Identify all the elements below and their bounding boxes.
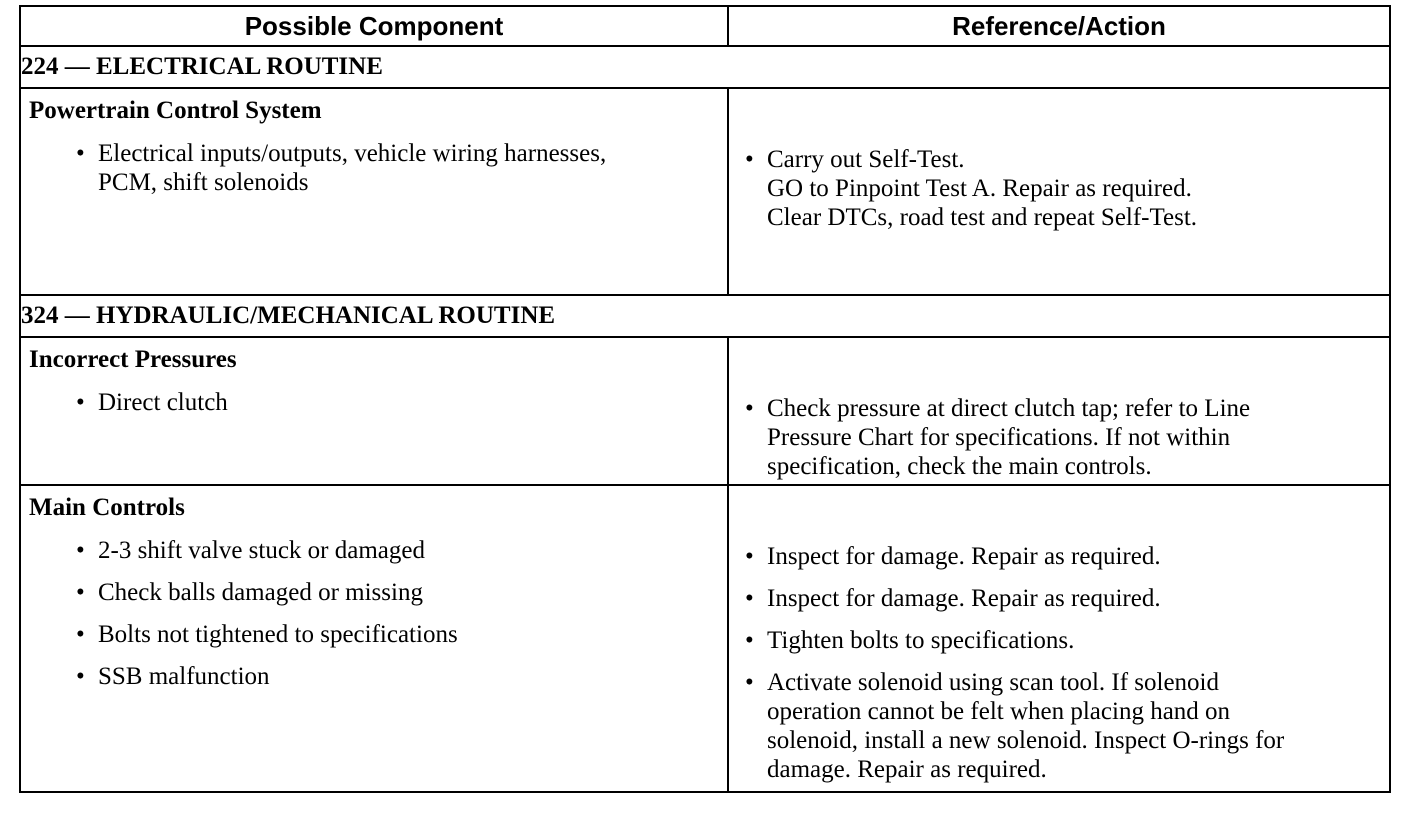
component-item [21,139,727,197]
action-text: GO to Pinpoint Test A. Repair as required. [767,175,1192,202]
component-cell [20,337,728,485]
action-cell [728,485,1390,792]
action-text: damage. Repair as required. [767,756,1047,783]
action-text: Check pressure at direct clutch tap; refer to Line [767,395,1251,422]
component-text: Check balls damaged or missing [98,579,423,606]
bullet-icon: • [76,140,85,167]
action-text: Carry out Self-Test. [767,146,965,173]
action-cell [728,337,1390,485]
group-row [20,88,1390,295]
group-row [20,485,1390,792]
group-title: Powertrain Control System [29,97,322,124]
bullet-icon: • [76,621,85,648]
header-possible-component: Possible Component [20,6,728,46]
action-text: Inspect for damage. Repair as required. [767,543,1161,570]
group-row [20,337,1390,485]
component-item [21,536,727,565]
component-text: 2-3 shift valve stuck or damaged [98,537,425,564]
bullet-icon: • [745,585,754,612]
bullet-icon: • [745,669,754,696]
action-item [729,394,1389,481]
action-item [729,584,1389,613]
bullet-icon: • [745,627,754,654]
action-spacer [729,89,1389,132]
component-text: Electrical inputs/outputs, vehicle wiring harnesses, [98,140,607,167]
action-item [729,145,1389,232]
bullet-icon: • [76,663,85,690]
action-text: Inspect for damage. Repair as required. [767,585,1161,612]
group-title: Main Controls [29,494,185,521]
action-text: Tighten bolts to specifications. [767,627,1075,654]
section-title: 224 — ELECTRICAL ROUTINE [20,46,1390,88]
bullet-icon: • [76,389,85,416]
group-title: Incorrect Pressures [29,346,237,373]
component-text: PCM, shift solenoids [98,169,309,196]
bullet-icon: • [745,395,754,422]
component-item [21,388,727,417]
action-text: Activate solenoid using scan tool. If solenoid [767,669,1220,696]
action-item [729,542,1389,571]
header-reference-action: Reference/Action [728,6,1390,46]
component-text: SSB malfunction [98,663,270,690]
component-cell [20,485,728,792]
header-row [20,6,1390,46]
component-item [21,662,727,691]
action-item [729,626,1389,655]
component-cell [20,88,728,295]
bullet-icon: • [76,537,85,564]
bullet-icon: • [76,579,85,606]
component-text: Direct clutch [98,389,228,416]
section-row [20,46,1390,88]
action-text: Clear DTCs, road test and repeat Self-Test. [767,204,1198,231]
section-title: 324 — HYDRAULIC/MECHANICAL ROUTINE [20,295,1390,337]
action-text: Pressure Chart for specifications. If not within [767,424,1231,451]
section-row [20,295,1390,337]
action-text: operation cannot be felt when placing hand on [767,698,1231,725]
diagnostic-table [19,5,1391,793]
component-item [21,578,727,607]
bullet-icon: • [745,543,754,570]
component-item [21,620,727,649]
action-spacer [729,486,1389,529]
action-spacer [729,338,1389,381]
component-text: Bolts not tightened to specifications [98,621,458,648]
action-cell [728,88,1390,295]
action-text: specification, check the main controls. [767,453,1152,480]
bullet-icon: • [745,146,754,173]
action-text: solenoid, install a new solenoid. Inspect O-rings for [767,727,1285,754]
action-item [729,668,1389,784]
